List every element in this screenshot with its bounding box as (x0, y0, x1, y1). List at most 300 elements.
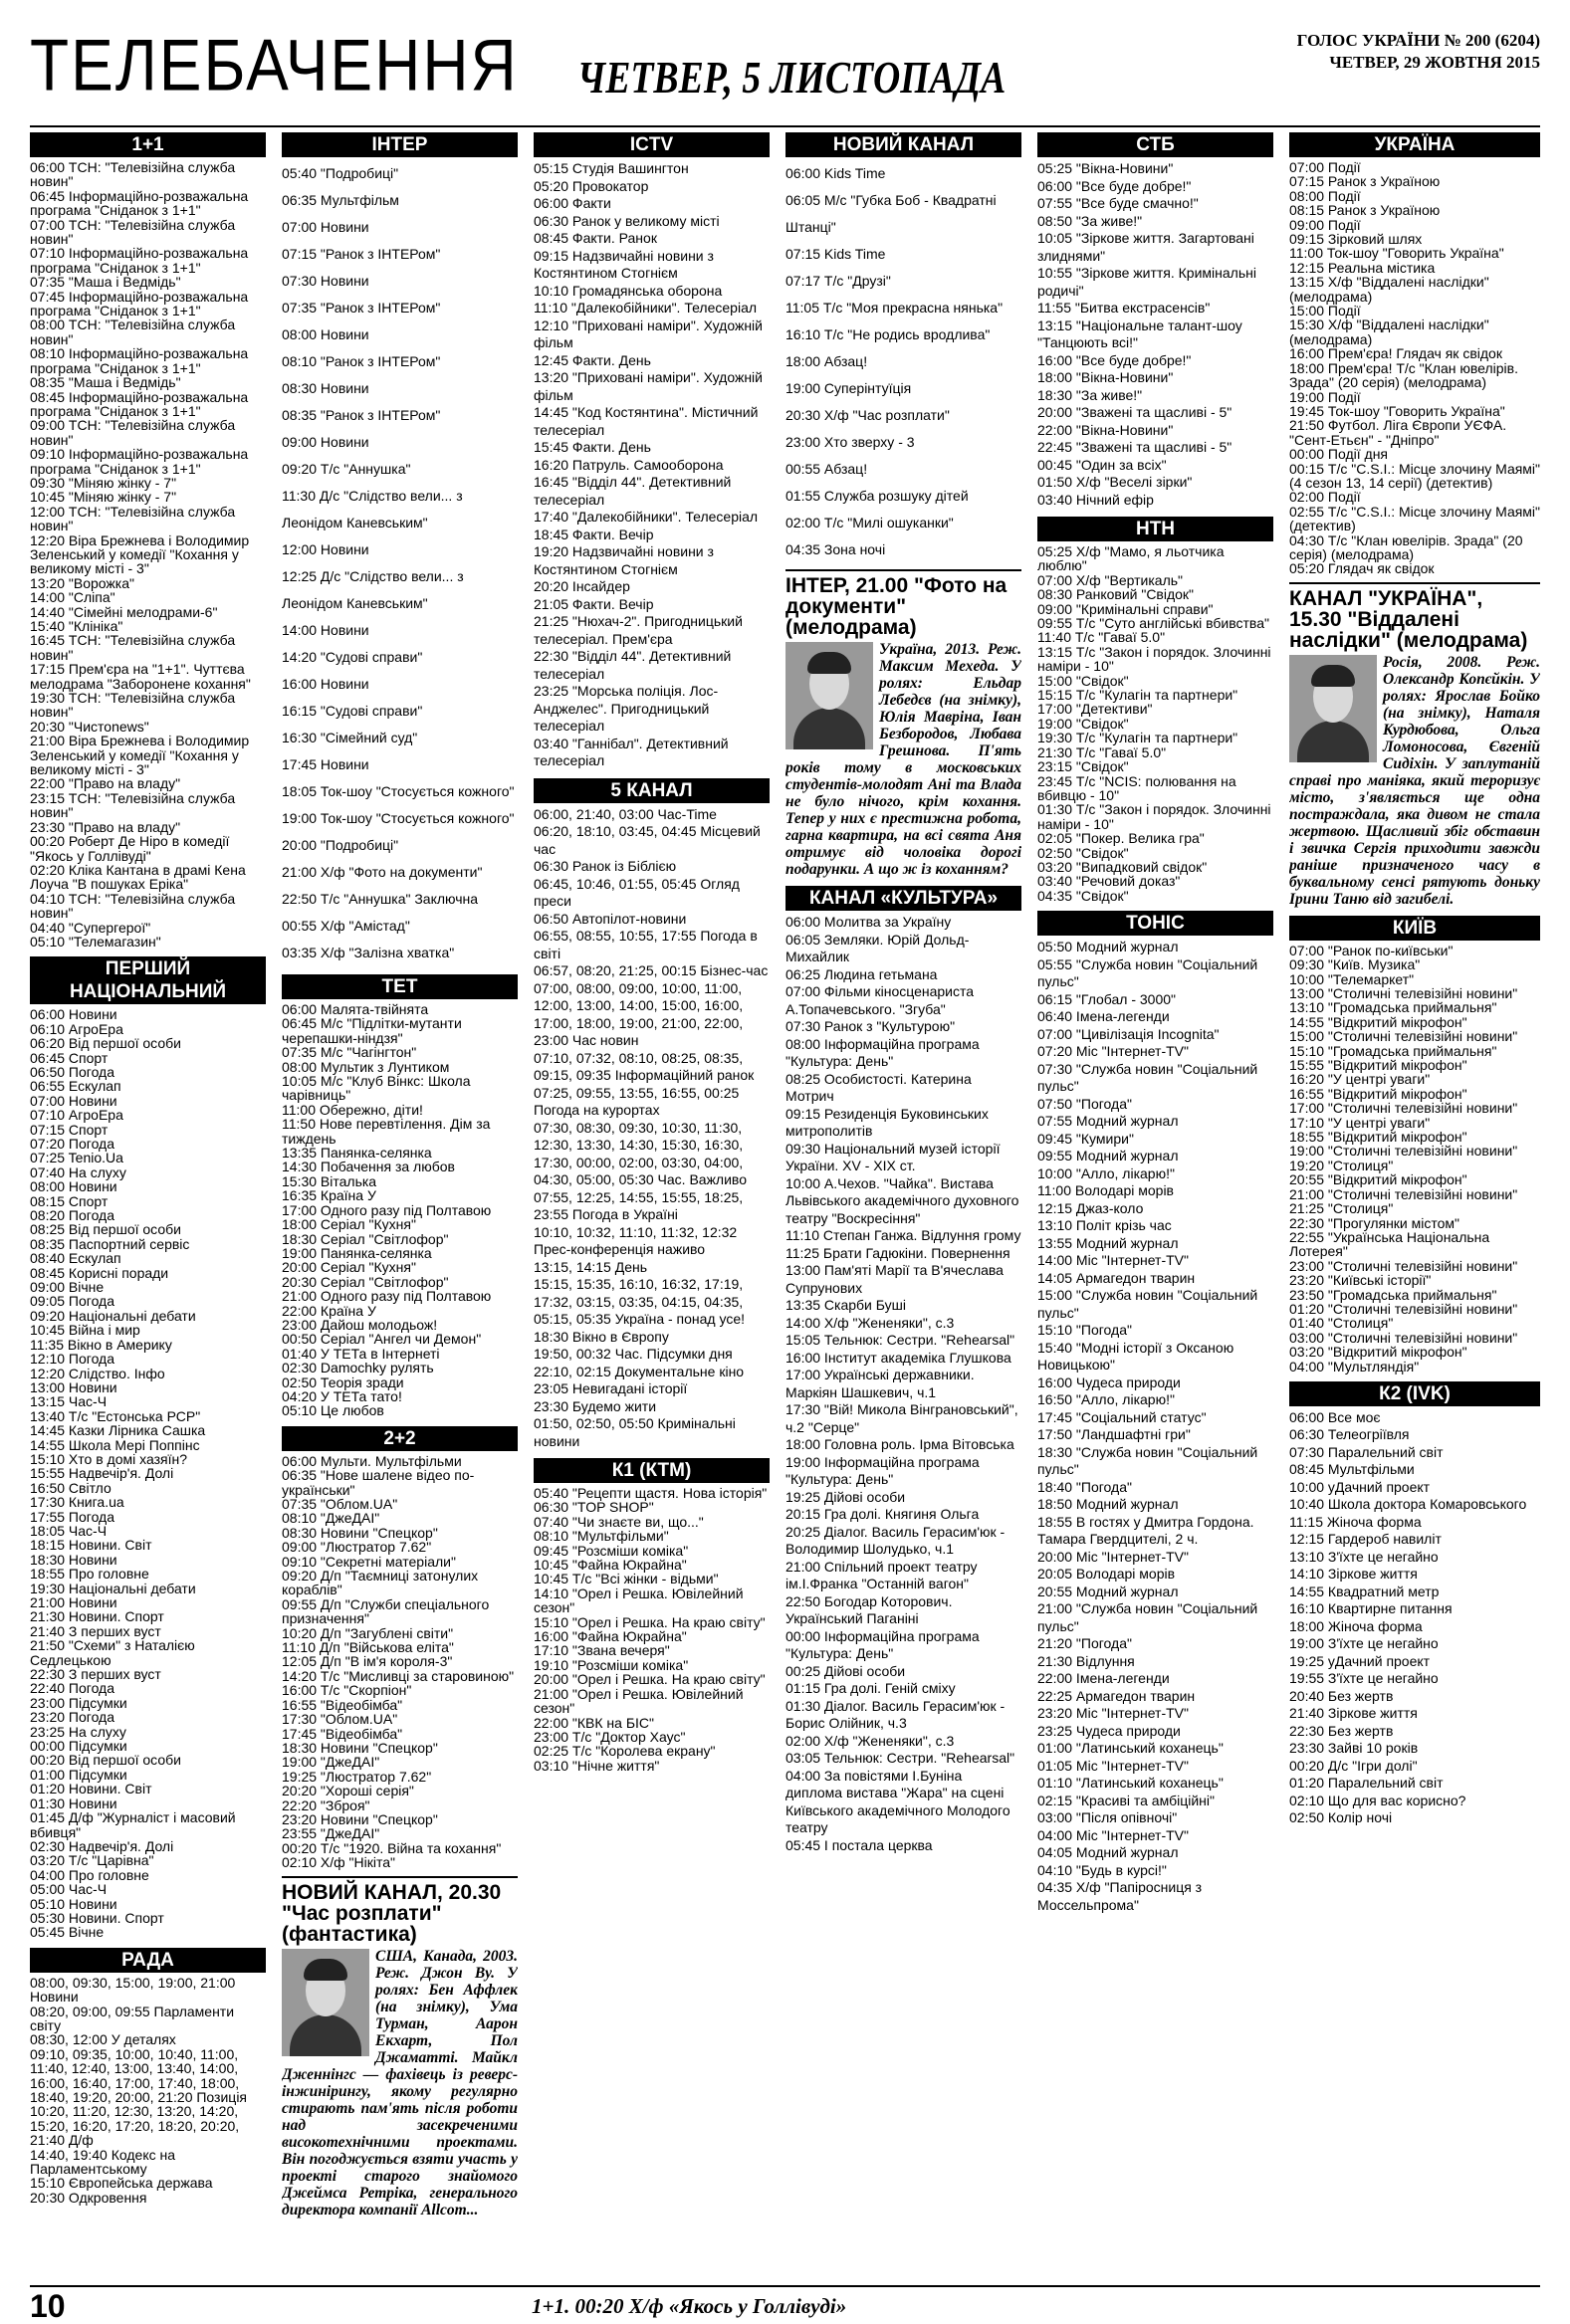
program-item: 23:30 "Право на владу" (30, 818, 181, 835)
schedule-2plus2 (282, 1454, 518, 1870)
program-item: 19:45 Ток-шоу "Говорить Україна" (1289, 402, 1505, 419)
program-item: 01:20 Паралельний світ (1289, 1775, 1444, 1792)
program-item: 07:55 "Все буде смачно!" (1037, 195, 1199, 211)
program-item: 13:35 Панянка-селянка (282, 1145, 432, 1162)
program-item: 19:50, 00:32 Час. Підсумки дня (534, 1346, 733, 1362)
program-item: 13:20 "Ворожка" (30, 574, 134, 591)
program-item: 15:10 Хто в домі хазяїн? (30, 1450, 187, 1467)
highlight-novyi (282, 1876, 518, 2218)
program-item: 20:00 Міс "Інтернет-TV" (1037, 1548, 1189, 1565)
program-item: 08:35 "Маша і Ведмідь" (30, 374, 181, 391)
program-item: 20:30 "Чистоnews" (30, 718, 149, 735)
program-item: 14:00 Міс "Інтернет-TV" (1037, 1252, 1189, 1269)
program-item: 10:00 А.Чехов. "Чайка". Вистава Львівського академічного духовного театру "Воскресіння" (785, 1174, 1019, 1226)
program-item: 09:20 Національні дебати (30, 1307, 196, 1324)
program-item: 21:00 "Служба новин "Соціальний пульс" (1037, 1600, 1258, 1634)
program-item: 23:05 Невигадані історії (534, 1380, 688, 1396)
program-item: 06:30 Ранок у великому місті (534, 212, 720, 229)
program-item: 17:45 "Соціальний статус" (1037, 1408, 1207, 1425)
program-item: 18:30 Серіал "Світлофор" (282, 1230, 449, 1247)
program-item: 10:45 "Міняю жінку - 7" (30, 489, 177, 506)
program-item: 14:20 "Судові справи" (282, 649, 423, 665)
program-item: 06:00 ТСН: "Телевізійна служба новин" (30, 159, 236, 190)
program-item: 13:35 Скарби Буші (785, 1297, 906, 1313)
program-item: 08:30 Ранковий "Свідок" (1037, 586, 1195, 603)
program-item: 09:10 Інформаційно-розважальна програма "Сніданок з 1+1" (30, 446, 249, 477)
program-item: 08:00 Новини (30, 1178, 117, 1195)
program-item: 21:50 Футбол. Ліга Європи УЄФА. "Сент-Етьєн" - "Дніпро" (1289, 417, 1507, 448)
program-item: 12:15 Реальна містика (1289, 259, 1436, 276)
program-item: 01:40 У ТЕТа в Інтернеті (282, 1345, 440, 1362)
program-item: 15:00 "Свідок" (1037, 672, 1129, 689)
program-item: 06:00 Молитва за Україну (785, 914, 952, 930)
program-item: 08:25 Від першої особи (30, 1221, 181, 1238)
program-item: 17:45 "Відеобімба" (282, 1725, 403, 1742)
program-item: 23:45 Т/с "NCIS: полювання на вбивцю - 10" (1037, 772, 1236, 803)
program-item: 14:20 Т/с "Мисливці за старовиною" (282, 1667, 515, 1684)
program-item: 03:40 "Речовий доказ" (1037, 873, 1181, 890)
program-item: 15:15 Т/с "Кулагін та партнери" (1037, 687, 1238, 704)
program-item: 15:45 Факти. День (534, 439, 651, 455)
program-item: 01:20 "Столичні телевізійні новини" (1289, 1300, 1518, 1317)
program-item: 20:00 "Зважені та щасливі - 5" (1037, 404, 1233, 420)
program-item: 22:00 "Право на владу" (30, 775, 181, 792)
program-item: 09:45 "Кумири" (1037, 1130, 1134, 1147)
page-title: ТЕЛЕБАЧЕННЯ (30, 23, 519, 106)
program-item: 09:00 Новини (282, 434, 369, 450)
program-item: 11:55 "Битва екстрасенсів" (1037, 300, 1211, 316)
program-item: 08:45 Інформаційно-розважальна програма "Сніданок з 1+1" (30, 388, 249, 419)
program-item: 18:45 Факти. Вечір (534, 526, 654, 542)
program-item: 05:10 Новини (30, 1895, 117, 1912)
program-item: 19:30 Національні дебати (30, 1580, 196, 1596)
program-item: 21:20 "Погода" (1037, 1635, 1132, 1652)
program-item: 18:30 Новини (30, 1551, 117, 1568)
program-item: 02:55 Т/с "C.S.I.: Місце злочину Маямі" (детектив) (1289, 503, 1540, 534)
program-item: 20:40 Без жертв (1289, 1687, 1394, 1704)
program-item: 07:25, 09:55, 13:55, 16:55, 00:25 Погода на курортах (534, 1084, 740, 1118)
program-item: 02:10 Х/ф "Нікіта" (282, 1854, 395, 1871)
program-item: 08:00, 09:30, 15:00, 19:00, 21:00 Новини (30, 1974, 236, 2006)
program-item: 17:40 "Далекобійники". Телесеріал (534, 509, 759, 525)
program-item: 07:35 "Ранок з ІНТЕРом" (282, 300, 441, 316)
program-item: 00:55 Абзац! (785, 461, 868, 477)
program-item: 19:25 "Люстратор 7.62" (282, 1768, 432, 1785)
program-item: 03:05 Тельнюк: Сестри. "Rehearsal" (785, 1750, 1015, 1766)
program-item: 19:00 "ДжеДАІ" (282, 1754, 380, 1771)
program-item: 16:20 "У центрі уваги" (1289, 1071, 1431, 1088)
program-item: 12:20 Слідство. Інфо (30, 1365, 165, 1381)
program-item: 21:50 "Схеми" з Наталією Седлецькою (30, 1637, 195, 1668)
channel-header-kyiv: КИЇВ (1289, 916, 1540, 941)
program-item: 23:30 Зайві 10 років (1289, 1740, 1419, 1757)
program-item: 23:15 "Свідок" (1037, 758, 1129, 775)
program-item: 15:30 Х/ф "Віддалені наслідки" (мелодрама) (1289, 317, 1489, 347)
program-item: 20:25 Діалог. Василь Герасим'юк - Володимир Шолудько, ч.1 (785, 1523, 1006, 1557)
program-item: 10:10, 10:32, 11:10, 11:32, 12:32 Прес-конференція наживо (534, 1223, 738, 1257)
program-item: 15:10 "Погода" (1037, 1322, 1132, 1339)
program-item: 12:45 Факти. День (534, 351, 651, 368)
program-item: 17:50 "Ландшафтні гри" (1037, 1426, 1191, 1443)
issue-number: ГОЛОС УКРАЇНИ № 200 (6204) (1296, 31, 1540, 50)
program-item: 23:00 Підсумки (30, 1694, 127, 1711)
program-item: 07:10, 07:32, 08:10, 08:25, 08:35, 09:15, 09:35 Інформаційний ранок (534, 1049, 755, 1083)
program-item: 16:45 ТСН: "Телевізійна служба новин" (30, 632, 236, 663)
schedule-kyiv (1289, 944, 1540, 1373)
schedule-ntn (1037, 544, 1273, 903)
program-item: 04:00 Міс "Інтернет-TV" (1037, 1826, 1189, 1843)
program-item: 09:45 "Розсміши коміка" (534, 1542, 689, 1559)
schedule-stb (1037, 160, 1273, 509)
program-item: 19:00 З'їхте це негайно (1289, 1635, 1439, 1652)
program-item: 08:25 Особистості. Катерина Мотрич (785, 1070, 972, 1104)
column-3 (534, 132, 770, 2280)
program-item: 07:17 Т/с "Друзі" (785, 273, 891, 289)
program-item: 22:55 "Українська Національна Лотерея" (1289, 1228, 1490, 1260)
program-item: 16:55 "Відкритий мікрофон" (1289, 1085, 1467, 1102)
program-item: 07:00 "Цивілізація Incognita" (1037, 1025, 1220, 1042)
schedule-tet (282, 1002, 518, 1418)
program-item: 08:35 "Ранок з ІНТЕРом" (282, 407, 441, 423)
program-item: 22:30 З перших вуст (30, 1666, 161, 1683)
program-item: 05:40 "Рецепти щастя. Нова історія" (534, 1485, 768, 1501)
channel-header-5kanal: 5 КАНАЛ (534, 778, 770, 803)
program-item: 01:45 Д/ф "Журналіст і масовий вбивця" (30, 1809, 236, 1840)
program-item: 16:50 Світло (30, 1479, 112, 1496)
program-item: 09:15 Зірковий шлях (1289, 231, 1423, 248)
program-item: 12:00 ТСН: "Телевізійна служба новин" (30, 503, 236, 534)
program-item: 02:10 Що для вас корисно? (1289, 1792, 1466, 1808)
program-item: 16:50 "Алло, лікарю!" (1037, 1391, 1175, 1408)
program-item: 20:30 Х/ф "Час розплати" (785, 407, 950, 423)
program-item: 12:15 Гардероб навиліт (1289, 1531, 1442, 1548)
program-item: 07:30 Ранок з "Культурою" (785, 1018, 956, 1034)
program-item: 14:00 "Сліпа" (30, 589, 115, 606)
column-5 (1037, 132, 1273, 2280)
program-item: 08:30 Новини (282, 380, 369, 396)
program-item: 05:15 Студія Вашингтон (534, 160, 689, 176)
program-item: 01:55 Служба розшуку дітей (785, 488, 969, 504)
program-item: 01:30 Діалог. Василь Герасим'юк - Борис Олійник, ч.3 (785, 1697, 1006, 1731)
highlight-inter-text: Україна, 2013. Реж. Максим Мехеда. У ролях: Ельдар Лебедєв (на знімку), Юлія Мавріна, Іван Безбородов, Любава Грешнова. П'ять років тому в московських студентів-молодят Ані та Влада не було нічого, крім кохання. Тепер у них є престижна робота, гарна квартира, на всі свята Аня отримує від чоловіка дорогі подарунки. А що ж із коханням? (785, 641, 1021, 878)
issue-date: ЧЕТВЕР, 29 ЖОВТНЯ 2015 (1329, 53, 1540, 72)
program-item: 08:00 Інформаційна програма "Культура: День" (785, 1035, 980, 1069)
program-item: 01:00 Підсумки (30, 1766, 127, 1783)
program-item: 15:00 Події (1289, 303, 1361, 319)
program-item: 22:50 Богодар Которович. Український Паганіні (785, 1592, 953, 1626)
program-item: 19:25 Дійові особи (785, 1488, 906, 1505)
program-item: 02:30 Надвечір'я. Долі (30, 1837, 174, 1854)
channel-header-inter: ІНТЕР (282, 132, 518, 157)
program-item: 23:15 ТСН: "Телевізійна служба новин" (30, 789, 236, 821)
program-item: 23:00 Т/с "Доктор Хаус" (534, 1728, 686, 1745)
program-item: 14:30 Побачення за любов (282, 1159, 455, 1175)
program-item: 02:15 "Красиві та амбіційні" (1037, 1792, 1215, 1808)
program-item: 23:25 "Морська поліція. Лос-Анджелес". Пригодницький телесеріал (534, 683, 719, 734)
program-item: 21:00 "Столичні телевізійні новини" (1289, 1185, 1518, 1202)
program-item: 17:45 Новини (282, 756, 369, 772)
program-item: 06:10 АгроЕра (30, 1020, 123, 1037)
program-item: 04:00 "Мультляндія" (1289, 1358, 1420, 1374)
program-item: 16:00 Інститут академіка Глушкова (785, 1349, 1011, 1366)
program-item: 19:00 Інформаційна програма "Культура: День" (785, 1453, 980, 1487)
program-item: 19:00 Події (1289, 388, 1361, 405)
program-item: 08:40 Ескулап (30, 1250, 121, 1267)
program-item: 11:05 Т/с "Моя прекрасна нянька" (785, 300, 1004, 316)
schedule-rada (30, 1976, 266, 2206)
program-item: 15:40 "Модні історії з Оксаною Новицькою" (1037, 1339, 1234, 1373)
program-item: 05:30 Новини. Спорт (30, 1909, 164, 1926)
program-item: 11:15 Жіноча форма (1289, 1513, 1422, 1530)
program-item: 10:45 "Файна Юкрайна" (534, 1557, 687, 1574)
program-item: 17:30 "Вій! Микола Вінграновський", ч.2 "Серце" (785, 1401, 1018, 1435)
program-item: 09:00 Вічне (30, 1279, 105, 1296)
channel-header-ukraina: УКРАЇНА (1289, 132, 1540, 157)
schedule-novyi (785, 160, 1021, 563)
program-item: 22:40 Погода (30, 1680, 115, 1697)
program-item: 06:00 Мульти. Мультфільми (282, 1452, 462, 1469)
program-item: 23:20 "Київські історії" (1289, 1272, 1432, 1289)
program-item: 09:10 "Секретні матеріали" (282, 1553, 456, 1570)
program-item: 02:50 "Свідок" (1037, 844, 1129, 861)
program-item: 22:00 "Вікна-Новини" (1037, 421, 1174, 438)
program-item: 05:20 Провокатор (534, 177, 649, 194)
program-item: 18:55 В гостях у Дмитра Гордона. Тамара Гвердцителі, 2 ч. (1037, 1513, 1254, 1548)
program-item: 23:20 Новини "Спецкор" (282, 1810, 438, 1827)
program-item: 13:15 "Національне талант-шоу "Танцюють всі!" (1037, 317, 1242, 350)
program-item: 07:15 Ранок з Україною (1289, 173, 1441, 190)
program-item: 06:45 Інформаційно-розважальна програма "Сніданок з 1+1" (30, 187, 249, 219)
program-item: 01:05 Міс "Інтернет-TV" (1037, 1757, 1189, 1774)
program-item: 18:40 "Погода" (1037, 1478, 1132, 1495)
program-item: 22:30 "Прогулянки містом" (1289, 1214, 1460, 1231)
program-item: 16:00 "Все буде добре!" (1037, 351, 1192, 368)
program-item: 05:50 Модний журнал (1037, 939, 1179, 955)
program-item: 22:50 Т/с "Аннушка" Заключна (282, 891, 479, 907)
program-item: 07:00 Фільми кіносценариста А.Топачевського. "Згуба" (785, 983, 975, 1017)
program-item: 09:30 "Київ. Музика" (1289, 956, 1421, 973)
program-item: 18:55 Про головне (30, 1566, 149, 1583)
program-item: 08:00 ТСН: "Телевізійна служба новин" (30, 317, 236, 347)
program-item: 17:15 Прем'єра на "1+1". Чуттєва мелодрама "Заборонене кохання" (30, 661, 251, 692)
column-6 (1289, 132, 1540, 2280)
program-item: 08:30 Новини "Спецкор" (282, 1524, 438, 1541)
program-item: 06:05 М/с "Губка Боб - Квадратні Штанці" (785, 192, 997, 235)
program-item: 13:15 Х/ф "Віддалені наслідки" (мелодрама) (1289, 274, 1489, 305)
program-item: 05:10 Це любов (282, 1402, 384, 1419)
page-number: 10 (30, 2288, 66, 2324)
highlight-inter-heading: ІНТЕР, 21.00 "Фото на документи" (мелодрама) (785, 574, 1008, 639)
program-item: 18:00 Жіноча форма (1289, 1617, 1423, 1634)
program-item: 14:00 Новини (282, 622, 369, 638)
program-item: 00:00 Підсумки (30, 1738, 127, 1755)
program-item: 09:05 Погода (30, 1293, 115, 1310)
program-item: 15:15, 15:35, 16:10, 16:32, 17:19, 17:32, 03:15, 03:35, 04:15, 04:35, 05:15, 05:35 Україна - понад усе! (534, 1276, 746, 1327)
program-item: 06:45, 10:46, 01:55, 05:45 Огляд преси (534, 875, 740, 909)
program-item: 22:00 Країна У (282, 1302, 376, 1319)
program-item: 23:30 Будемо жити (534, 1397, 657, 1414)
program-item: 05:40 "Подробиці" (282, 165, 399, 181)
program-item: 23:25 На слуху (30, 1723, 126, 1740)
program-item: 01:50, 02:50, 05:50 Кримінальні новини (534, 1415, 736, 1449)
program-item: 14:55 Школа Мері Поппінс (30, 1436, 200, 1453)
program-item: 09:00 "Люстратор 7.62" (282, 1539, 432, 1556)
program-item: 16:10 Т/с "Не родись вродлива" (785, 326, 991, 342)
program-item: 16:15 "Судові справи" (282, 703, 423, 719)
program-item: 01:20 Новини. Світ (30, 1781, 152, 1797)
program-item: 03:40 Нічний ефір (1037, 491, 1154, 508)
program-item: 03:35 Х/ф "Залізна хватка" (282, 945, 455, 960)
program-item: 07:25 Tenio.Ua (30, 1150, 123, 1166)
program-item: 09:55 Д/п "Служби спеціального призначення" (282, 1595, 490, 1627)
program-item: 08:20, 09:00, 09:55 Парламенти світу (30, 2003, 235, 2033)
program-item: 09:15 Резиденція Буковинських митрополитів (785, 1105, 989, 1139)
program-item: 11:00 Обережно, діти! (282, 1101, 423, 1118)
program-item: 15:40 "Клініка" (30, 618, 123, 634)
program-item: 08:15 Ранок з Україною (1289, 202, 1441, 219)
program-item: 07:45 Інформаційно-розважальна програма "Сніданок з 1+1" (30, 288, 249, 319)
program-item: 08:00 Новини (282, 326, 369, 342)
program-item: 13:10 З'їхте це негайно (1289, 1548, 1439, 1565)
program-item: 18:00 Абзац! (785, 353, 868, 369)
program-item: 17:10 "У центрі уваги" (1289, 1114, 1431, 1131)
program-item: 06:00 Малята-твійнята (282, 1001, 429, 1017)
program-item: 08:10 "Ранок з ІНТЕРом" (282, 353, 441, 369)
program-item: 19:00 "Свідок" (1037, 715, 1129, 732)
schedule-k2 (1289, 1409, 1540, 1827)
program-item: 00:45 "Один за всіх" (1037, 456, 1167, 473)
program-item: 22:20 "Зброя" (282, 1796, 370, 1813)
program-item: 01:00 "Латинський коханець" (1037, 1740, 1224, 1757)
program-item: 09:00 ТСН: "Телевізійна служба новин" (30, 417, 236, 448)
program-item: 16:35 Країна У (282, 1187, 376, 1204)
highlight-ukraina-heading: КАНАЛ "УКРАЇНА", 15.30 "Віддалені наслідки" (мелодрама) (1289, 586, 1528, 652)
program-item: 03:40 "Ганнібал". Детективний телесеріал (534, 735, 729, 768)
program-item: 12:15 Джаз-коло (1037, 1199, 1144, 1216)
program-item: 05:10 "Телемагазин" (30, 933, 161, 950)
program-item: 18:00 "Вікна-Новини" (1037, 369, 1174, 385)
schedule-k1 (534, 1486, 770, 1773)
program-item: 14:55 Квадратний метр (1289, 1583, 1440, 1599)
program-item: 10:20, 11:20, 12:30, 13:20, 14:20, 15:20, 16:20, 17:20, 18:20, 20:20, 21:40 Д/ф (30, 2103, 240, 2149)
program-item: 16:00 Новини (282, 676, 369, 692)
program-item: 11:50 Нове перевтілення. Дім за тиждень (282, 1116, 491, 1147)
program-item: 01:30 Новини (30, 1795, 117, 1811)
program-item: 21:00 Х/ф "Фото на документи" (282, 864, 483, 880)
program-item: 07:00 Х/ф "Вертикаль" (1037, 571, 1184, 588)
program-item: 10:45 Війна і мир (30, 1322, 140, 1339)
program-item: 19:30 Т/с "Кулагін та партнери" (1037, 730, 1238, 746)
program-item: 06:15 "Глобал - 3000" (1037, 990, 1177, 1007)
channel-header-kultura: КАНАЛ «КУЛЬТУРА» (785, 886, 1021, 911)
program-item: 22:10, 02:15 Документальне кіно (534, 1363, 745, 1379)
program-item: 18:00 Прем'єра! Т/с "Клан ювелірів. Зрада" (20 серія) (мелодрама) (1289, 359, 1518, 391)
program-item: 10:20 Д/п "Загублені світи" (282, 1624, 454, 1641)
program-item: 08:50 "За живе!" (1037, 212, 1143, 229)
channel-header-ictv: ICTV (534, 132, 770, 157)
program-item: 21:00 Одного разу під Полтавою (282, 1288, 492, 1305)
channel-header-pershyi: ПЕРШИЙ НАЦІОНАЛЬНИЙ (30, 956, 266, 1004)
channel-header-tet: ТЕТ (282, 974, 518, 999)
program-item: 02:25 Т/с "Королева екрану" (534, 1743, 716, 1760)
program-item: 09:30 Національний музей історії України. XV - XIX ст. (785, 1140, 1001, 1173)
program-item: 16:45 "Відділ 44". Детективний телесеріал (534, 474, 732, 508)
program-item: 07:00, 08:00, 09:00, 10:00, 11:00, 12:00, 13:00, 14:00, 15:00, 16:00, 17:00, 18:00, 19:00, 21:00, 22:00, 23:00 Час новин (534, 979, 744, 1048)
highlight-ukraina-text: Росія, 2008. Реж. Олександр Копєйкін. У ролях: Ярослав Бойко (на знімку), Наталя Курдюбова, Ольга Ломоносова, Євгеній Сидіхін. У заплутаній справі про маніяка, який тероризує місто, з'являється ще одна постраждала, яка дивом не стала жертвою. Щасливий збіг обставин і звичка Сергія приходити завжди раніше призначеного часу в буквальному сенсі рятують доньку Ірини Таню від загибелі. (1289, 653, 1540, 908)
program-item: 02:05 "Покер. Велика гра" (1037, 830, 1205, 847)
program-item: 05:55 "Служба новин "Соціальний пульс" (1037, 955, 1258, 990)
program-item: 16:00 Прем'єра! Глядач як свідок (1289, 345, 1502, 362)
schedule-inter (282, 160, 518, 966)
program-item: 14:10 "Орел і Решка. Ювілейний сезон" (534, 1585, 744, 1616)
program-item: 19:00 Панянка-селянка (282, 1244, 432, 1261)
program-item: 09:00 "Кримінальні справи" (1037, 600, 1214, 617)
column-4 (785, 132, 1021, 2280)
highlight-novyi-text: США, Канада, 2003. Реж. Джон Ву. У ролях: Бен Аффлек (на знімку), Ума Турман, Аарон Екхарт, Пол Джаматті. Майкл Дженнінгс — фахівець із реверс-інжинірингу, якому регулярно стирають пам'ять після роботи над засекреченими високотехнічними проектами. Він погоджується взяти участь у проекті старого знайомого Джеймса Ретріка, генерального директора компанії Allcom... (282, 1947, 518, 2218)
program-item: 22:00 Імена-легенди (1037, 1670, 1170, 1687)
program-item: 18:00 Серіал "Кухня" (282, 1216, 416, 1233)
program-item: 17:30 "Облом.UA" (282, 1711, 398, 1728)
program-item: 00:25 Дійові особи (785, 1662, 906, 1679)
program-item: 00:20 Від першої особи (30, 1752, 181, 1769)
program-item: 05:45 Вічне (30, 1924, 105, 1941)
program-item: 23:00 Хто зверху - 3 (785, 434, 915, 450)
program-item: 07:00 Новини (30, 1092, 117, 1109)
program-item: 13:20 "Приховані наміри". Художній фільм (534, 369, 763, 403)
program-item: 08:10 "ДжеДАІ" (282, 1510, 380, 1527)
program-item: 00:50 Серіал "Ангел чи Демон" (282, 1331, 482, 1348)
program-item: 13:55 Модний журнал (1037, 1234, 1179, 1251)
program-item: 06:25 Людина гетьмана (785, 965, 938, 982)
channel-header-1plus1: 1+1 (30, 132, 266, 157)
program-item: 15:00 "Столичні телевізійні новини" (1289, 1028, 1518, 1045)
column-2 (282, 132, 518, 2280)
program-item: 18:05 Час-Ч (30, 1522, 108, 1539)
program-item: 05:00 Час-Ч (30, 1881, 108, 1898)
program-item: 01:40 "Столиця" (1289, 1315, 1394, 1332)
program-item: 06:20, 18:10, 03:45, 04:45 Місцевий час (534, 823, 761, 857)
program-item: 06:45 Спорт (30, 1049, 109, 1066)
program-item: 15:00 "Служба новин "Соціальний пульс" (1037, 1287, 1258, 1321)
program-item: 19:30 ТСН: "Телевізійна служба новин" (30, 690, 236, 721)
program-item: 01:10 "Латинський коханець" (1037, 1775, 1224, 1792)
program-item: 06:55 Ескулап (30, 1078, 121, 1095)
program-item: 13:40 Т/с "Естонська РСР" (30, 1407, 201, 1424)
program-item: 06:00 Все моє (1289, 1408, 1381, 1425)
program-item: 14:10 Зіркове життя (1289, 1566, 1418, 1583)
schedule-ictv (534, 160, 770, 770)
program-item: 13:00 Новини (30, 1378, 117, 1395)
program-item: 03:10 "Нічне життя" (534, 1757, 660, 1774)
program-item: 08:20 Погода (30, 1207, 115, 1224)
program-item: 06:55, 08:55, 10:55, 17:55 Погода в світі (534, 928, 758, 961)
program-item: 20:15 Гра долі. Княгиня Ольга (785, 1506, 980, 1522)
program-item: 12:10 "Приховані наміри". Художній фільм (534, 317, 763, 350)
program-item: 10:05 "Зіркове життя. Загартовані злиднями" (1037, 230, 1254, 264)
program-item: 07:10 АгроЕра (30, 1107, 123, 1124)
program-item: 02:00 Події (1289, 489, 1361, 506)
program-item: 23:55 "ДжеДАІ" (282, 1825, 380, 1842)
highlight-inter (785, 569, 1021, 878)
program-item: 18:00 Головна роль. Ірма Вітовська (785, 1436, 1014, 1452)
channel-header-k2: К2 (IVK) (1289, 1381, 1540, 1406)
program-item: 07:20 Міс "Інтернет-TV" (1037, 1043, 1189, 1060)
program-item: 07:00 Події (1289, 159, 1361, 175)
program-item: 16:00 Т/с "Скорпіон" (282, 1682, 412, 1699)
actor-photo (282, 1949, 369, 2056)
program-item: 11:10 "Далекобійники". Телесеріал (534, 300, 758, 316)
program-item: 21:00 "Орел і Решка. Ювілейний сезон" (534, 1685, 744, 1717)
